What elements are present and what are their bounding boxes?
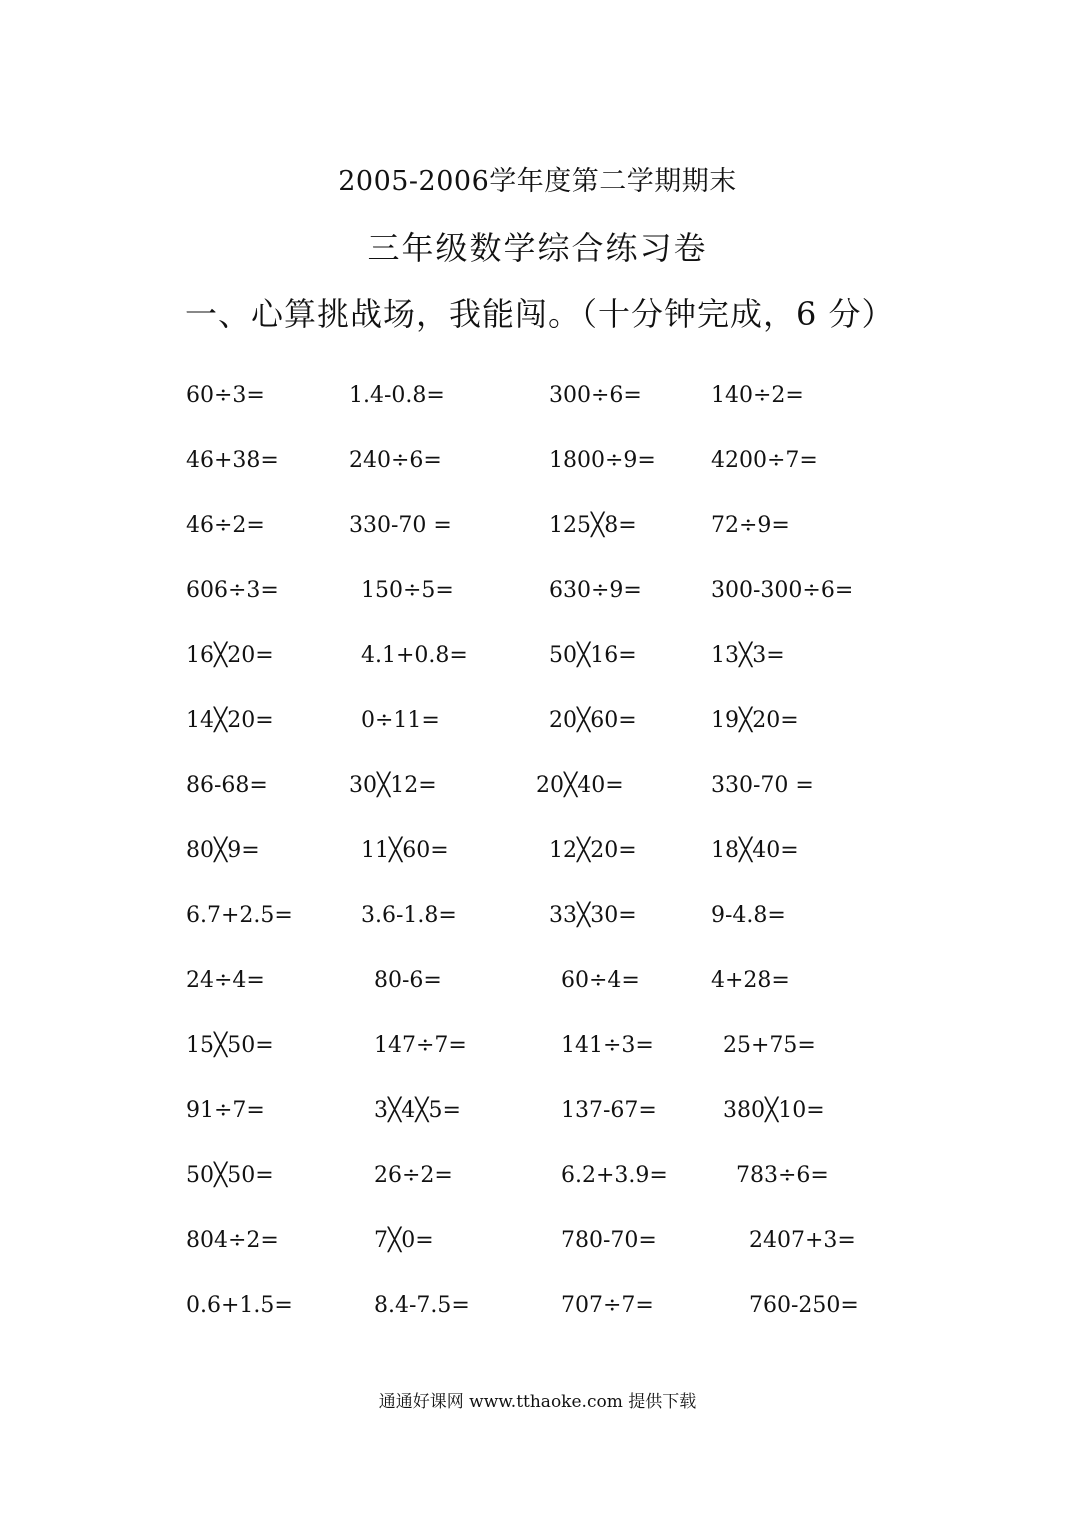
- problem-r15-c1: 0.6+1.5=: [186, 1293, 293, 1318]
- problem-r11-c1: 15╳50=: [186, 1033, 274, 1058]
- problem-r4-c4: 300-300÷6=: [711, 578, 854, 603]
- problem-r3-c4: 72÷9=: [711, 513, 790, 538]
- problem-r3-c3: 125╳8=: [549, 513, 637, 538]
- problem-r14-c2: 7╳0=: [374, 1228, 434, 1253]
- problem-r13-c3: 6.2+3.9=: [561, 1163, 668, 1188]
- problem-r9-c1: 6.7+2.5=: [186, 903, 293, 928]
- problem-r15-c2: 8.4-7.5=: [374, 1293, 470, 1318]
- problem-r13-c1: 50╳50=: [186, 1163, 274, 1188]
- problem-r11-c2: 147÷7=: [374, 1033, 467, 1058]
- problem-r6-c1: 14╳20=: [186, 708, 274, 733]
- problem-r8-c3: 12╳20=: [549, 838, 637, 863]
- problem-r2-c2: 240÷6=: [349, 448, 442, 473]
- problem-r14-c4: 2407+3=: [749, 1228, 856, 1253]
- problem-r12-c4: 380╳10=: [723, 1098, 825, 1123]
- problem-r1-c2: 1.4-0.8=: [349, 383, 445, 408]
- problem-r7-c1: 86-68=: [186, 773, 268, 798]
- problem-r5-c4: 13╳3=: [711, 643, 785, 668]
- problem-r3-c2: 330-70 =: [349, 513, 452, 538]
- problem-r8-c4: 18╳40=: [711, 838, 799, 863]
- problem-r6-c2: 0÷11=: [361, 708, 440, 733]
- problem-r10-c4: 4+28=: [711, 968, 790, 993]
- page-title-exam: 三年级数学综合练习卷: [367, 229, 708, 267]
- problem-r13-c4: 783÷6=: [736, 1163, 829, 1188]
- problem-r1-c1: 60÷3=: [186, 383, 265, 408]
- page-title-year: 2005-2006学年度第二学期期末: [338, 166, 737, 197]
- problem-r10-c1: 24÷4=: [186, 968, 265, 993]
- problem-r11-c3: 141÷3=: [561, 1033, 654, 1058]
- problem-r7-c2: 30╳12=: [349, 773, 437, 798]
- problem-r14-c1: 804÷2=: [186, 1228, 279, 1253]
- problem-r10-c2: 80-6=: [374, 968, 442, 993]
- problem-r14-c3: 780-70=: [561, 1228, 657, 1253]
- problem-r11-c4: 25+75=: [723, 1033, 816, 1058]
- problem-r1-c4: 140÷2=: [711, 383, 804, 408]
- problem-r5-c3: 50╳16=: [549, 643, 637, 668]
- problem-r2-c1: 46+38=: [186, 448, 279, 473]
- problem-r4-c1: 606÷3=: [186, 578, 279, 603]
- problem-r9-c2: 3.6-1.8=: [361, 903, 457, 928]
- problem-r4-c2: 150÷5=: [361, 578, 454, 603]
- problem-r5-c2: 4.1+0.8=: [361, 643, 468, 668]
- problem-r3-c1: 46÷2=: [186, 513, 265, 538]
- problem-r2-c3: 1800÷9=: [549, 448, 656, 473]
- problem-r15-c4: 760-250=: [749, 1293, 859, 1318]
- problem-r6-c3: 20╳60=: [549, 708, 637, 733]
- footer-credit: 通通好课网 www.tthaoke.com 提供下载: [378, 1392, 697, 1412]
- problem-r9-c3: 33╳30=: [549, 903, 637, 928]
- problem-r1-c3: 300÷6=: [549, 383, 642, 408]
- problem-r9-c4: 9-4.8=: [711, 903, 786, 928]
- problem-r8-c2: 11╳60=: [361, 838, 449, 863]
- problem-r7-c4: 330-70 =: [711, 773, 814, 798]
- problem-r5-c1: 16╳20=: [186, 643, 274, 668]
- problem-r12-c2: 3╳4╳5=: [374, 1098, 461, 1123]
- problem-r7-c3: 20╳40=: [536, 773, 624, 798]
- problem-r12-c1: 91÷7=: [186, 1098, 265, 1123]
- problem-r2-c4: 4200÷7=: [711, 448, 818, 473]
- problem-r4-c3: 630÷9=: [549, 578, 642, 603]
- problem-r13-c2: 26÷2=: [374, 1163, 453, 1188]
- problem-r10-c3: 60÷4=: [561, 968, 640, 993]
- problem-r12-c3: 137-67=: [561, 1098, 657, 1123]
- problem-r8-c1: 80╳9=: [186, 838, 260, 863]
- section-heading: 一、心算挑战场，我能闯。（十分钟完成，6 分）: [185, 295, 895, 333]
- problem-r15-c3: 707÷7=: [561, 1293, 654, 1318]
- problem-r6-c4: 19╳20=: [711, 708, 799, 733]
